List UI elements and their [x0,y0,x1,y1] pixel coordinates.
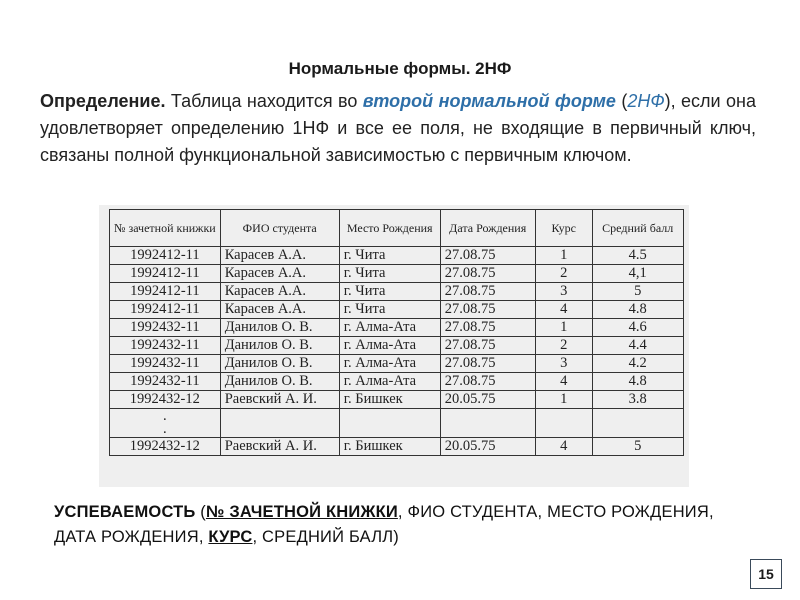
cell-course: 4 [535,301,592,319]
gap-marker: . . [110,409,221,438]
cell-avg-score: 4.5 [592,247,683,265]
relation-mid-1: , ФИО СТУДЕНТА, МЕСТО РОЖДЕНИЯ, ДАТА РОЖДЕНИЯ, [54,503,714,546]
cell-birthdate: 27.08.75 [440,301,535,319]
cell-birthplace: г. Чита [339,265,440,283]
cell-fio: Раевский А. И. [220,391,339,409]
cell-fio: Данилов О. В. [220,373,339,391]
gap-cell [592,409,683,438]
definition-text-2: ( [615,91,628,111]
table-gap-row [110,409,684,438]
cell-birthdate: 20.05.75 [440,391,535,409]
cell-fio: Раевский А. И. [220,438,339,456]
definition-highlight: второй нормальной форме [362,91,616,111]
relation-key-record-book: № ЗАЧЕТНОЙ КНИЖКИ [205,503,398,521]
cell-birthdate: 27.08.75 [440,319,535,337]
cell-record-book: 1992412-11 [110,247,221,265]
cell-birthdate: 27.08.75 [440,283,535,301]
cell-record-book: 1992432-11 [110,373,221,391]
cell-birthplace: г. Алма-Ата [339,319,440,337]
cell-course: 4 [535,438,592,456]
relation-key-course: КУРС [208,528,253,546]
cell-birthdate: 27.08.75 [440,265,535,283]
header-fio: ФИО студента [220,210,339,247]
relation-open: ( [195,503,206,521]
relation-mid-2: , СРЕДНИЙ БАЛЛ) [252,528,399,546]
cell-record-book: 1992412-11 [110,283,221,301]
header-course: Курс [535,210,592,247]
table-row [110,337,684,355]
table-row [110,373,684,391]
table-row [110,301,684,319]
definition-paragraph [40,88,756,169]
cell-record-book: 1992432-11 [110,337,221,355]
relation-schema [54,500,754,550]
cell-birthplace: г. Чита [339,283,440,301]
cell-avg-score: 4.6 [592,319,683,337]
gap-cell [220,409,339,438]
gap-cell [535,409,592,438]
cell-birthplace: г. Алма-Ата [339,373,440,391]
cell-avg-score: 4.2 [592,355,683,373]
cell-fio: Карасев А.А. [220,301,339,319]
cell-record-book: 1992432-12 [110,391,221,409]
cell-avg-score: 4,1 [592,265,683,283]
table-row [110,319,684,337]
cell-course: 1 [535,247,592,265]
cell-avg-score: 4.8 [592,301,683,319]
cell-avg-score: 3.8 [592,391,683,409]
definition-text-1: Таблица находится во [165,91,363,111]
definition-label: Определение. [40,91,166,111]
cell-fio: Данилов О. В. [220,355,339,373]
cell-avg-score: 5 [592,438,683,456]
table-row [110,438,684,456]
cell-fio: Карасев А.А. [220,247,339,265]
table-row [110,355,684,373]
table-row [110,247,684,265]
header-record-book: № зачетной книжки [110,210,221,247]
gap-cell [339,409,440,438]
slide-title: Нормальные формы. 2НФ [288,59,512,78]
cell-record-book: 1992412-11 [110,265,221,283]
header-birthplace: Место Рождения [339,210,440,247]
definition-text-3: ), если она удовлетворяет определению 1НФ и все ее поля, не входящие в первичный ключ, связаны полной функциональной зависимостью с первичным ключом. [40,91,756,165]
gap-cell [440,409,535,438]
grades-table [109,209,684,456]
cell-record-book: 1992432-12 [110,438,221,456]
table-row [110,391,684,409]
table-image [99,205,689,487]
cell-avg-score: 4.4 [592,337,683,355]
cell-record-book: 1992412-11 [110,301,221,319]
cell-birthdate: 27.08.75 [440,337,535,355]
cell-birthplace: г. Чита [339,247,440,265]
cell-birthplace: г. Бишкек [339,438,440,456]
cell-birthdate: 27.08.75 [440,355,535,373]
cell-course: 3 [535,355,592,373]
cell-course: 1 [535,319,592,337]
table-header-row [110,210,684,247]
table-row [110,283,684,301]
cell-birthdate: 20.05.75 [440,438,535,456]
cell-record-book: 1992432-11 [110,355,221,373]
cell-avg-score: 4.8 [592,373,683,391]
cell-fio: Данилов О. В. [220,337,339,355]
cell-fio: Карасев А.А. [220,283,339,301]
definition-abbr: 2НФ [627,91,665,111]
page-number: 15 [750,559,782,589]
cell-birthdate: 27.08.75 [440,373,535,391]
cell-course: 2 [535,265,592,283]
relation-name: УСПЕВАЕМОСТЬ [54,503,196,521]
cell-fio: Данилов О. В. [220,319,339,337]
cell-birthdate: 27.08.75 [440,247,535,265]
cell-birthplace: г. Алма-Ата [339,355,440,373]
cell-course: 4 [535,373,592,391]
cell-birthplace: г. Чита [339,301,440,319]
cell-fio: Карасев А.А. [220,265,339,283]
table-row [110,265,684,283]
cell-birthplace: г. Алма-Ата [339,337,440,355]
cell-record-book: 1992432-11 [110,319,221,337]
cell-avg-score: 5 [592,283,683,301]
cell-birthplace: г. Бишкек [339,391,440,409]
cell-course: 1 [535,391,592,409]
cell-course: 2 [535,337,592,355]
header-avg-score: Средний балл [592,210,683,247]
cell-course: 3 [535,283,592,301]
header-birthdate: Дата Рождения [440,210,535,247]
